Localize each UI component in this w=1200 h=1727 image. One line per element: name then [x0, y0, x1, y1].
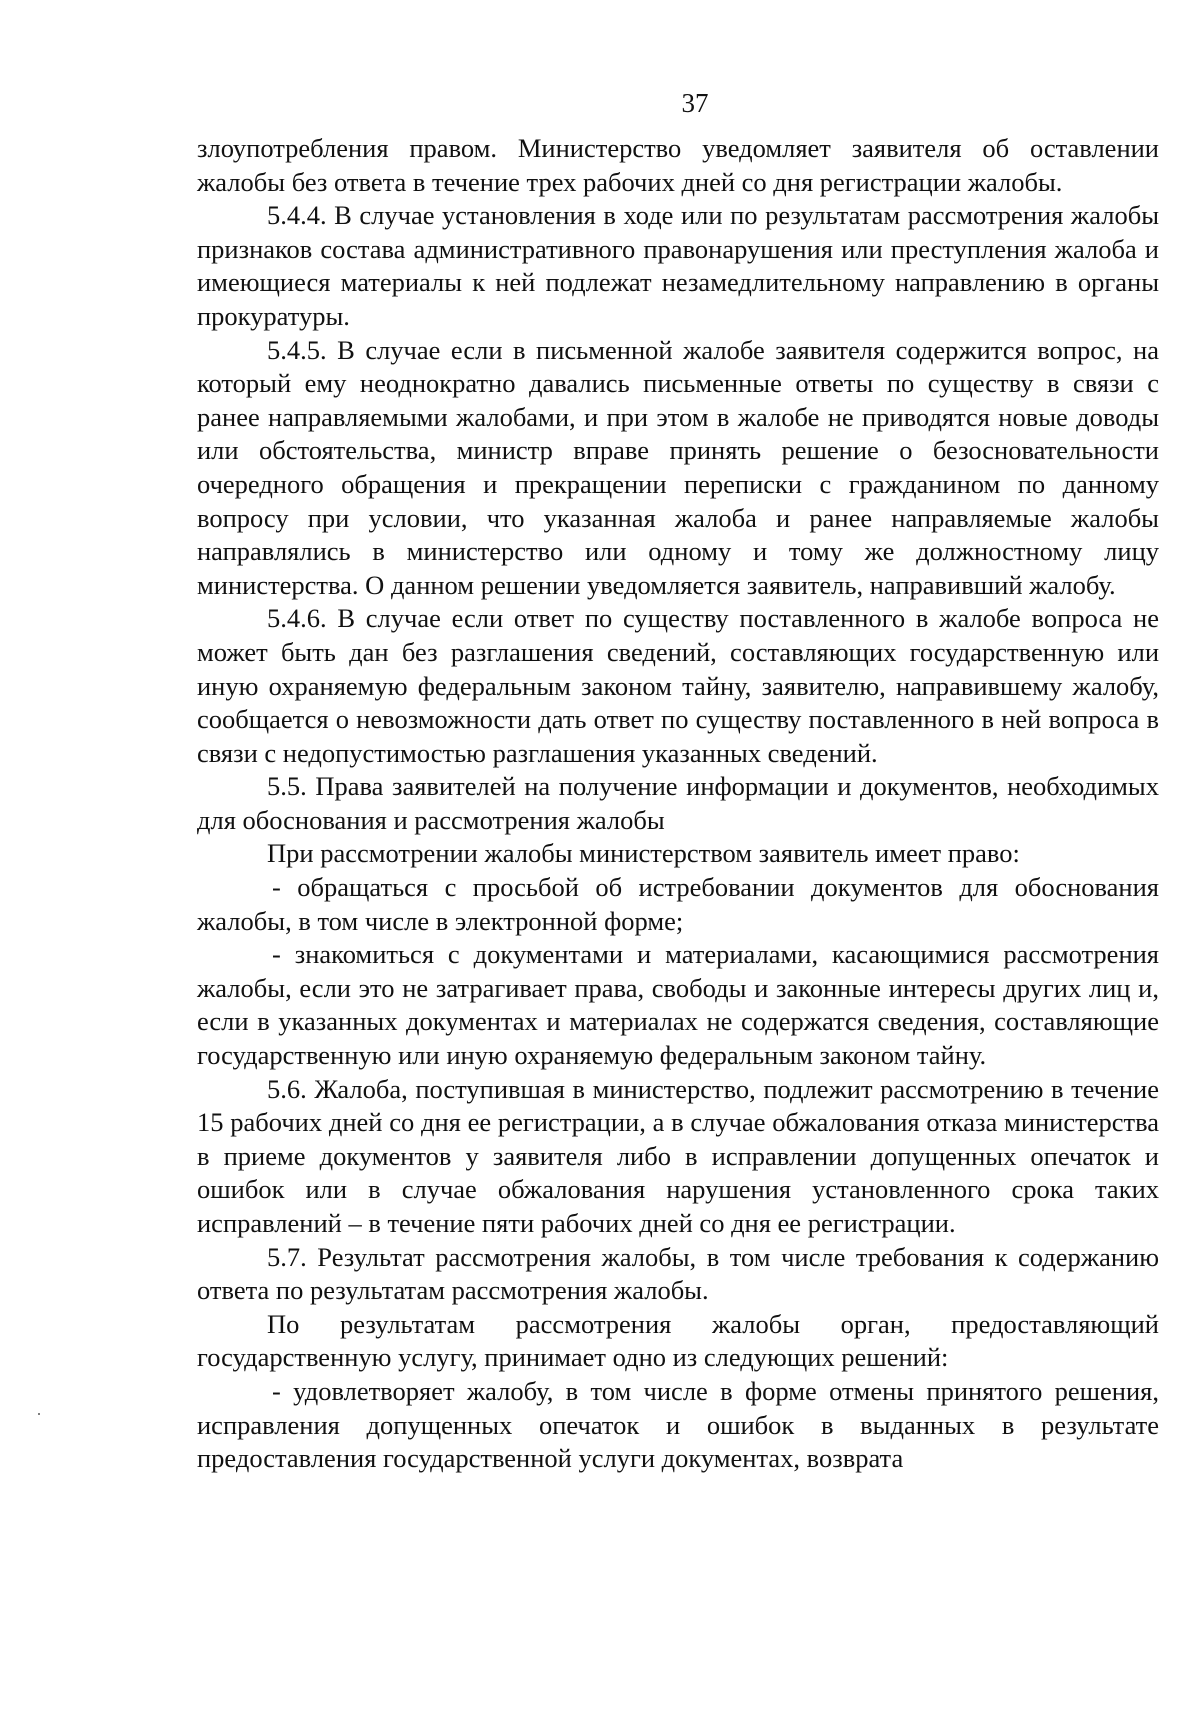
list-item-right-request-documents: - обращаться с просьбой об истребовании документов для обоснования жалобы, в том числе в электронной форме;	[197, 872, 1159, 936]
paragraph-5-7-heading: 5.7. Результат рассмотрения жалобы, в том числе требования к содержанию ответа по результатам рассмотрения жалобы.	[197, 1241, 1159, 1306]
paragraph-5-6: 5.6. Жалоба, поступившая в министерство, подлежит рассмотрению в течение 15 рабочих дней со дня ее регистрации, а в случае обжалования отказа министерства в приеме документов у заявителя либо в исправлении допущенных опечаток и ошибок или в случае обжалования нарушения установленного срока таких исправлений – в течение пяти рабочих дней со дня ее регистрации.	[197, 1073, 1159, 1238]
page-number: 37	[681, 88, 709, 118]
paragraph-5-4-6: 5.4.6. В случае если ответ по существу поставленного в жалобе вопроса не может быть дан без разглашения сведений, составляющих государственную или иную охраняемую федеральным законом тайну, заявителю, направившему жалобу, сообщается о невозможности дать ответ по существу поставленного в ней вопроса в связи с недопустимостью разглашения указанных сведений.	[197, 603, 1159, 768]
document-body	[197, 132, 1159, 1476]
list-item-decision-satisfy: - удовлетворяет жалобу, в том числе в форме отмены принятого решения, исправления допущенных опечаток и ошибок в выданных в результате предоставления государственной услуги документах, возврата	[197, 1375, 1159, 1474]
paragraph-rights-intro: При рассмотрении жалобы министерством заявитель имеет право:	[267, 838, 1020, 869]
scan-speck	[38, 1413, 40, 1415]
paragraph-5-4-4: 5.4.4. В случае установления в ходе или по результатам рассмотрения жалобы признаков состава административного правонарушения или преступления жалоба и имеющиеся материалы к ней подлежат незамедлительному направлению в органы прокуратуры.	[197, 200, 1159, 331]
paragraph-5-4-5: 5.4.5. В случае если в письменной жалобе заявителя содержится вопрос, на который ему неоднократно давались письменные ответы по существу в связи с ранее направляемыми жалобами, и при этом в жалобе не приводятся новые доводы или обстоятельства, министр вправе принять решение о безосновательности очередного обращения и прекращении переписки с гражданином по данному вопросу при условии, что указанная жалоба и ранее направляемые жалобы направлялись в министерство или одному и тому же должностному лицу министерства. О данном решении уведомляется заявитель, направивший жалобу.	[197, 334, 1159, 600]
paragraph-decision-intro: По результатам рассмотрения жалобы орган, предоставляющий государственную услугу, принимает одно из следующих решений:	[197, 1308, 1159, 1373]
paragraph-continuation: злоупотребления правом. Министерство уведомляет заявителя об оставлении жалобы без ответа в течение трех рабочих дней со дня регистрации жалобы.	[197, 133, 1159, 197]
list-item-right-review-materials: - знакомиться с документами и материалами, касающимися рассмотрения жалобы, если это не затрагивает права, свободы и законные интересы других лиц и, если в указанных документах и материалах не содержатся сведения, составляющие государственную или иную охраняемую федеральным законом тайну.	[197, 939, 1159, 1071]
paragraph-5-5-heading: 5.5. Права заявителей на получение информации и документов, необходимых для обоснования и рассмотрения жалобы	[197, 771, 1159, 835]
